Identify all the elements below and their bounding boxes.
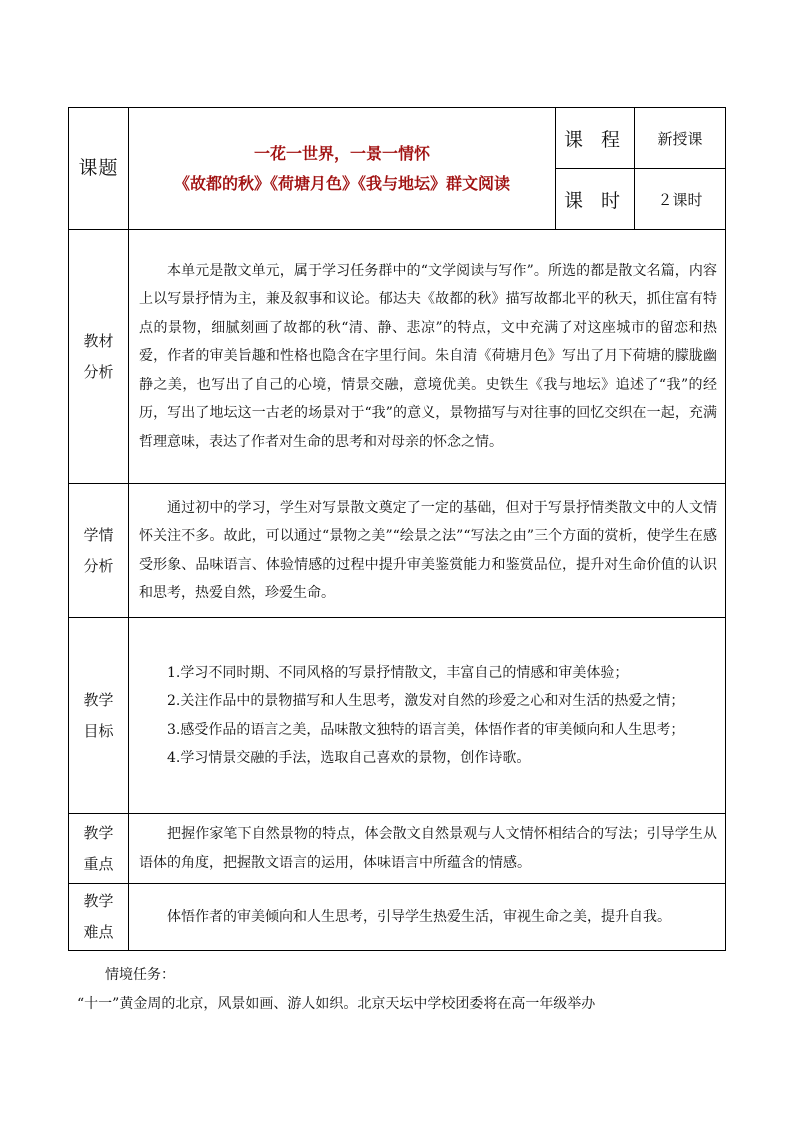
title-line-2: 《故都的秋》《荷塘月色》《我与地坛》群文阅读 [173, 173, 510, 193]
section-label-line: 教学 [83, 690, 114, 709]
goal-item: 1.学习不同时期、不同风格的写景抒情散文，丰富自己的情感和审美体验； [167, 664, 629, 681]
section-label-line: 分析 [83, 556, 114, 575]
topic-label: 课题 [78, 157, 119, 179]
key-points-text: 把握作家笔下自然景物的特点，体会散文自然景观与人文情怀相结合的写法；引导学生从语体的角度，把握散文语言的运用，体味语言中所蕴含的情感。 [139, 826, 717, 871]
difficulties-cell [129, 884, 726, 951]
section-label-difficulties [69, 884, 129, 951]
hours-value: ２课时 [635, 169, 726, 230]
student-analysis-cell [129, 484, 726, 618]
situation-task-text: “十一”黄金周的北京，风景如画、游人如织。北京天坛中学校团委将在高一年级举办 [77, 996, 596, 1012]
section-label-line: 难点 [83, 923, 114, 941]
textbook-analysis-cell [129, 230, 726, 484]
section-label-line: 分析 [83, 362, 114, 381]
student-analysis-text: 通过初中的学习，学生对写景散文奠定了一定的基础，但对于写景抒情类散文中的人文情怀关注不多。故此，可以通过“景物之美”“绘景之法”“写法之由”三个方面的赏析，使学生在感受形象、品味语言、体验情感的过程中提升审美鉴赏能力和鉴赏品位，提升对生命价值的认识和思考，热爱自然，珍爱生命。 [139, 499, 717, 601]
title-line-1: 一花一世界，一景一情怀 [253, 143, 430, 163]
section-label-textbook [69, 230, 129, 484]
section-label-key-points [69, 814, 129, 884]
course-value: 新授课 [635, 108, 726, 169]
goal-item: 4.学习情景交融的手法，选取自己喜欢的景物，创作诗歌。 [167, 750, 531, 766]
section-label-students [69, 484, 129, 618]
teaching-goals-list [129, 655, 725, 777]
goal-item: 2.关注作品中的景物描写和人生思考，激发对自然的珍爱之心和对生活的热爱之情； [167, 693, 685, 709]
hours-label: 课 时 [556, 169, 635, 230]
lesson-plan-table [68, 107, 726, 951]
section-label-line: 教学 [83, 823, 114, 842]
course-label: 课 程 [556, 108, 635, 169]
goal-item: 3.感受作品的语言之美，品味散文独特的语言美，体悟作者的审美倾向和人生思考； [167, 721, 685, 738]
section-label-line: 教材 [83, 331, 114, 350]
section-label-line: 重点 [83, 854, 114, 873]
section-label-goals [69, 618, 129, 814]
section-label-line: 学情 [83, 525, 114, 544]
teaching-goals-cell [129, 618, 726, 814]
situation-task-heading: 情境任务： [105, 967, 175, 983]
section-label-line: 目标 [83, 721, 114, 740]
key-points-cell [129, 814, 726, 884]
title-cell [129, 108, 556, 230]
difficulties-text: 体悟作者的审美倾向和人生思考，引导学生热爱生活，审视生命之美，提升自我。 [167, 908, 671, 925]
textbook-analysis-text: 本单元是散文单元，属于学习任务群中的“文学阅读与写作”。所选的都是散文名篇，内容上以写景抒情为主，兼及叙事和议论。郁达夫《故都的秋》描写故都北平的秋天，抓住富有特点的景物，细腻刻画了故都的秋“清、静、悲凉”的特点，文中充满了对这座城市的留恋和热爱，作者的审美旨趣和性格也隐含在字里行间。朱自清《荷塘月色》写出了月下荷塘的朦胧幽静之美，也写出了自己的心境，情景交融，意境优美。史铁生《我与地坛》追述了“我”的经历，写出了地坛这一古老的场景对于“我”的意义，景物描写与对往事的回忆交织在一起，充满哲理意味，表达了作者对生命的思考和对母亲的怀念之情。 [139, 262, 717, 450]
section-label-line: 教学 [83, 892, 114, 910]
topic-label-cell [69, 108, 129, 230]
